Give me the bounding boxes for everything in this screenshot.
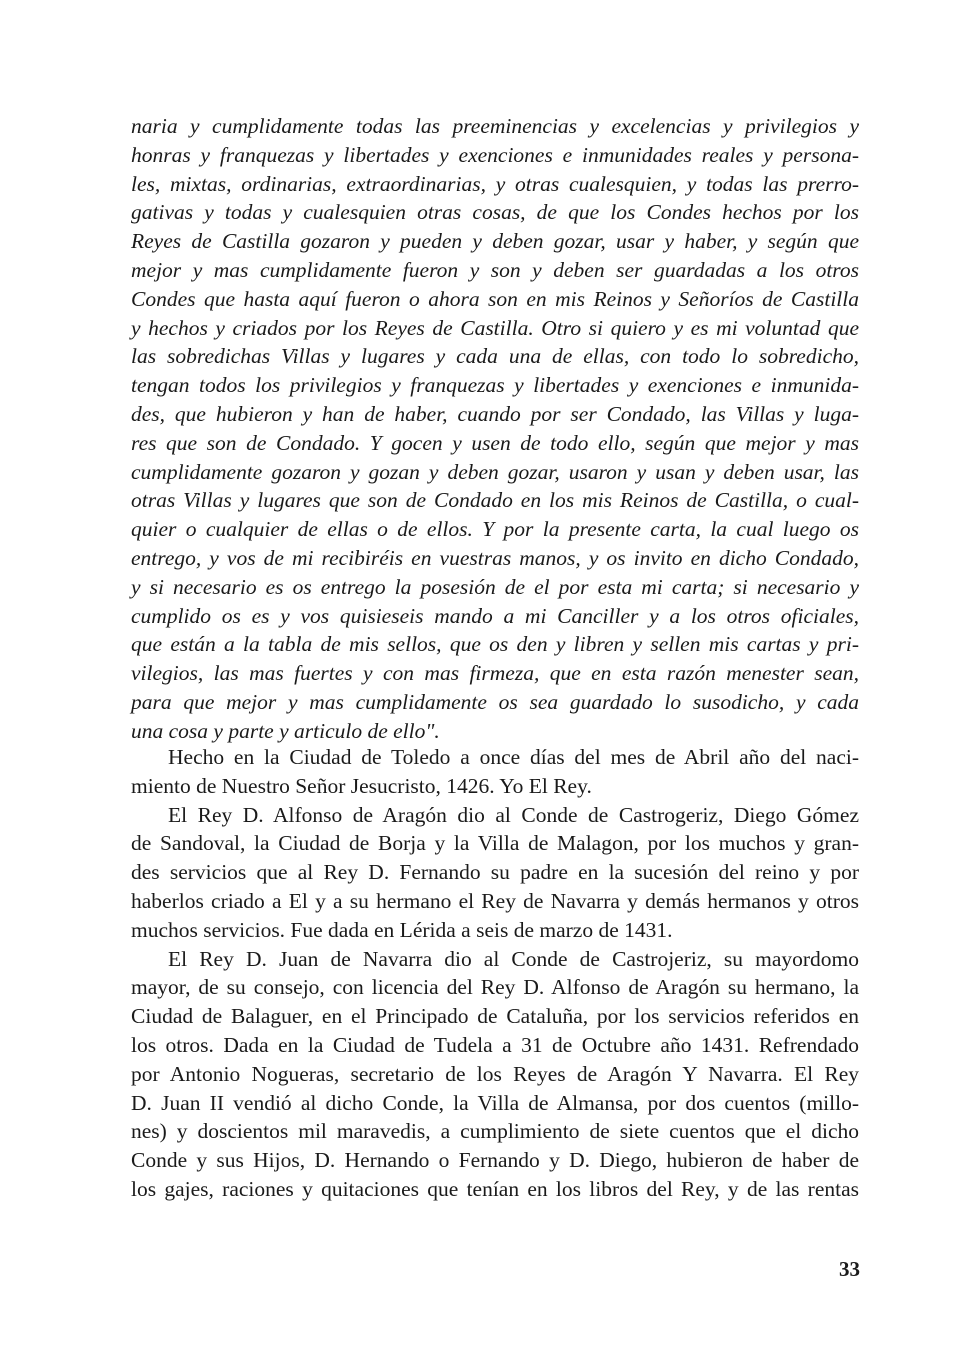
quote-line: cumplido os es y vos quisieseis mando a mi Canciller y a los otros oficiales, [131, 603, 859, 628]
quote-line: tengan todos los privilegios y franquezas y libertades y exenciones e inmunida- [131, 373, 859, 398]
paragraph-line: Hecho en la Ciudad de Toledo a once días del mes de Abril año del naci- [168, 745, 859, 769]
quote-line: que están a la tabla de mis sellos, que os den y libren y sellen mis cartas y pri- [131, 632, 859, 657]
paragraph-line: Ciudad de Balaguer, en el Principado de Cataluña, por los servicios referidos en [131, 1004, 859, 1029]
paragraph-alfonso-grant [131, 801, 859, 945]
quote-line: entrego, y vos de mi recibiréis en vuestras manos, y os invito en dicho Condado, [131, 545, 859, 570]
quote-line: honras y franquezas y libertades y exenciones e inmunidades reales y persona- [131, 142, 859, 167]
body-text [131, 743, 859, 1204]
quote-line: otras Villas y lugares que son de Condado en los mis Reinos de Castilla, o cual- [131, 488, 859, 513]
quote-line: y si necesario es os entrego la posesión de el por esta mi carta; si necesario y [131, 574, 859, 599]
quote-line: vilegios, las mas fuertes y con mas firmeza, que en esta razón menester sean, [131, 661, 859, 686]
paragraph-line: des servicios que al Rey D. Fernando su padre en la sucesión del reino y por [131, 860, 859, 885]
paragraph-line: los gajes, raciones y quitaciones que tenían en los libros del Rey, y de las rentas [131, 1176, 859, 1201]
quoted-royal-grant [131, 112, 859, 746]
paragraph-line: por Antonio Nogueras, secretario de los Reyes de Aragón Y Navarra. El Rey [131, 1061, 859, 1086]
paragraph-line: Conde y sus Hijos, D. Hernando o Fernando y D. Diego, hubieron de haber de [131, 1148, 859, 1173]
paragraph-juan-grant [131, 945, 859, 1204]
paragraph-line: haberlos criado a El y a su hermano el Rey de Navarra y demás hermanos y otros [131, 888, 859, 913]
quote-line: y hechos y criados por los Reyes de Castilla. Otro si quiero y es mi voluntad que [131, 315, 859, 340]
paragraph-line: El Rey D. Juan de Navarra dio al Conde de Castrojeriz, su mayordomo [168, 946, 859, 971]
quote-line: las sobredichas Villas y lugares y cada una de ellas, con todo lo sobredicho, [131, 344, 859, 369]
quote-line: res que son de Condado. Y gocen y usen de todo ello, según que mejor y mas [131, 430, 859, 455]
quote-line: Condes que hasta aquí fueron o ahora son en mis Reinos y Señoríos de Castilla [131, 286, 859, 311]
page-number: 33 [839, 1257, 860, 1281]
quote-line: cumplidamente gozaron y gozan y deben gozar, usaron y usan y deben usar, las [131, 459, 859, 484]
quote-line: Reyes de Castilla gozaron y pueden y deben gozar, usar y haber, y según que [131, 229, 859, 254]
quote-line: naria y cumplidamente todas las preeminencias y excelencias y privilegios y [131, 114, 859, 138]
paragraph-line: mayor, de su consejo, con licencia del Rey D. Alfonso de Aragón su hermano, la [131, 975, 859, 1000]
quote-line: des, que hubieron y han de haber, cuando por ser Condado, las Villas y luga- [131, 401, 859, 426]
quote-line: quier o cualquier de ellas o de ellos. Y por la presente carta, la cual luego os [131, 517, 859, 542]
paragraph-line: El Rey D. Alfonso de Aragón dio al Conde de Castrogeriz, Diego Gómez [168, 802, 859, 827]
paragraph-line: los otros. Dada en la Ciudad de Tudela a 31 de Octubre año 1431. Refrendado [131, 1032, 859, 1057]
quote-line: gativas y todas y cualesquien otras cosas, de que los Condes hechos por los [131, 200, 859, 225]
paragraph-line: D. Juan II vendió al dicho Conde, la Villa de Almansa, por dos cuentos (millo- [131, 1090, 859, 1115]
paragraph-line: nes) y doscientos mil maravedis, a cumplimiento de siete cuentos que el dicho [131, 1119, 859, 1144]
paragraph-line: miento de Nuestro Señor Jesucristo, 1426. Yo El Rey. [131, 773, 592, 798]
quote-line: para que mejor y mas cumplidamente os sea guardado lo susodicho, y cada [131, 689, 859, 714]
quote-line: les, mixtas, ordinarias, extraordinarias, y otras cualesquien, y todas las prerro- [131, 171, 859, 196]
quote-line: mejor y mas cumplidamente fueron y son y deben ser guardadas a los otros [131, 257, 859, 282]
paragraph-line: muchos servicios. Fue dada en Lérida a seis de marzo de 1431. [131, 917, 673, 942]
paragraph-line: de Sandoval, la Ciudad de Borja y la Villa de Malagon, por los muchos y gran- [131, 831, 859, 856]
quote-line: una cosa y parte y articulo de ello". [131, 718, 440, 743]
paragraph-toledo-date [131, 743, 859, 801]
